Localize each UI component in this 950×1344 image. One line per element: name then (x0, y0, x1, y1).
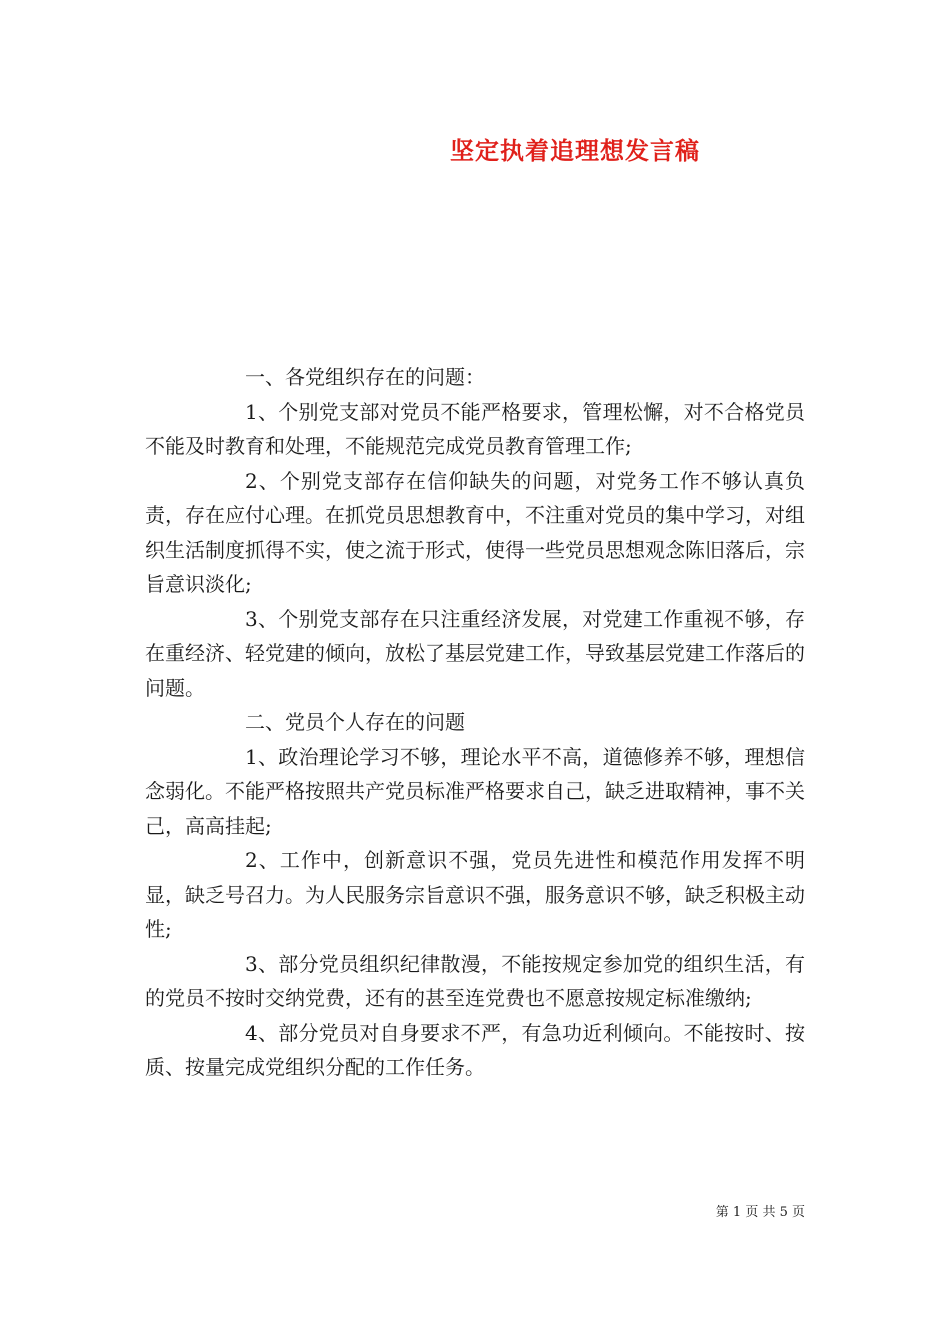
page-number-footer: 第 1 页 共 5 页 (715, 1205, 805, 1220)
section-heading-2: 二、党员个人存在的问题 (245, 710, 465, 734)
paragraph-1-3: 3、个别党支部存在只注重经济发展，对党建工作重视不够，存在重经济、轻党建的倾向，放松了基层党建工作，导致基层党建工作落后的问题。 (145, 606, 805, 700)
document-body (145, 360, 805, 1085)
paragraph-2-2: 2、工作中，创新意识不强，党员先进性和模范作用发挥不明显，缺乏号召力。为人民服务宗旨意识不强，服务意识不够，缺乏积极主动性; (145, 848, 805, 941)
paragraph-1-2: 2、个别党支部存在信仰缺失的问题，对党务工作不够认真负责，存在应付心理。在抓党员思想教育中，不注重对党员的集中学习，对组织生活制度抓得不实，使之流于形式，使得一些党员思想观念陈旧落后，宗旨意识淡化; (145, 468, 805, 596)
paragraph-2-3: 3、部分党员组织纪律散漫，不能按规定参加党的组织生活，有的党员不按时交纳党费，还有的甚至连党费也不愿意按规定标准缴纳; (145, 951, 805, 1010)
section-heading-1: 一、各党组织存在的问题： (245, 365, 485, 389)
document-title: 坚定执着追理想发言稿 (450, 136, 700, 165)
paragraph-2-1: 1、政治理论学习不够，理论水平不高，道德修养不够，理想信念弱化。不能严格按照共产党员标准严格要求自己，缺乏进取精神，事不关己，高高挂起; (145, 744, 805, 838)
paragraph-1-1: 1、个别党支部对党员不能严格要求，管理松懈，对不合格党员不能及时教育和处理，不能规范完成党员教育管理工作; (145, 399, 805, 458)
paragraph-2-4: 4、部分党员对自身要求不严，有急功近利倾向。不能按时、按质、按量完成党组织分配的工作任务。 (145, 1020, 805, 1079)
